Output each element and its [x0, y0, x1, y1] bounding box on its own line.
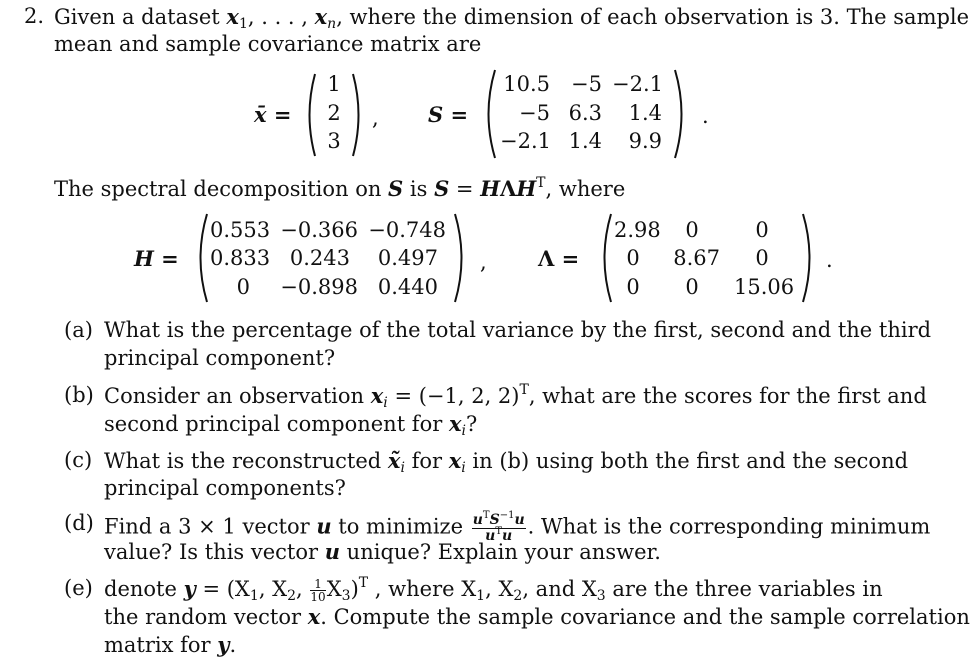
S-cell-1-1: 10.5 — [503, 72, 550, 96]
S-left-paren — [480, 68, 498, 160]
part-e-label: (e) — [64, 576, 93, 600]
H-cell-1-2: −0.366 — [280, 218, 358, 242]
period-2: . — [826, 248, 833, 272]
comma-2: , — [480, 250, 487, 274]
part-a-label: (a) — [64, 318, 93, 342]
part-d-line-1: Find a 3 × 1 vector u to minimize $\frac{u^TS^{-1}u}{u^Tu}$ . What is the corresponding minimum — [104, 510, 931, 544]
problem-number: 2. — [24, 4, 45, 28]
H-cell-2-3: 0.497 — [377, 246, 438, 270]
part-e-line-2: the random vector x. Compute the sample covariance and the sample correlation — [104, 604, 970, 629]
part-e-line-3: matrix for y. — [104, 632, 237, 657]
part-c-line-2: principal components? — [104, 476, 346, 500]
H-cell-1-1: 0.553 — [210, 218, 271, 242]
period: . — [702, 104, 709, 128]
S-right-paren — [672, 68, 690, 160]
xbar-label: x̄ = — [254, 102, 292, 127]
S-cell-3-1: −2.1 — [500, 129, 551, 153]
Lambda-left-paren — [596, 212, 614, 304]
S-cell-3-3: 9.9 — [628, 129, 662, 153]
S-cell-1-2: −5 — [571, 72, 602, 96]
H-cell-2-1: 0.833 — [210, 246, 271, 270]
part-b-line-2: second principal component for $x_i$? — [104, 411, 478, 439]
part-a-line-2: principal component? — [104, 346, 336, 370]
S-cell-2-3: 1.4 — [628, 101, 662, 125]
part-c-label: (c) — [64, 448, 93, 472]
H-cell-3-2: −0.898 — [280, 275, 358, 299]
part-d-label: (d) — [64, 511, 94, 535]
H-cell-3-1: 0 — [236, 275, 250, 299]
part-e-line-1: denote $y = (X_1$, $X_2$, $\frac{1}{10}$ $X_3)^T$ , where $X_1$, $X_2$, and $X_3$ are the three variables in — [104, 575, 883, 604]
comma: , — [372, 106, 379, 130]
xbar-value-2: 2 — [327, 101, 341, 125]
Lambda-cell-1-1: 2.98 — [614, 218, 661, 242]
Lambda-cell-3-2: 0 — [685, 275, 699, 299]
part-a-line-1: What is the percentage of the total variance by the first, second and the third — [104, 318, 932, 342]
Lambda-right-paren — [800, 212, 818, 304]
intro-line-2: mean and sample covariance matrix are — [54, 32, 482, 56]
Lambda-cell-2-2: 8.67 — [673, 246, 720, 270]
H-right-paren — [452, 212, 470, 304]
H-cell-2-2: 0.243 — [289, 246, 350, 270]
H-cell-3-3: 0.440 — [377, 275, 438, 299]
Lambda-cell-2-3: 0 — [755, 246, 769, 270]
Lambda-cell-3-3: 15.06 — [734, 275, 795, 299]
spectral-sentence: The spectral decomposition on S is $S = H\Lambda H^T$, where — [54, 175, 626, 201]
part-d-line-2: value? Is this vector u unique? Explain your answer. — [104, 539, 661, 564]
xbar-value-1: 1 — [327, 72, 341, 96]
xbar-value-3: 3 — [327, 129, 341, 153]
part-c-line-1: What is the reconstructed $x̃_i$ for $x_i$ in (b) using both the first and the second — [104, 448, 909, 476]
Lambda-cell-1-2: 0 — [685, 218, 699, 242]
Lambda-cell-1-3: 0 — [755, 218, 769, 242]
Lambda-cell-3-1: 0 — [626, 275, 640, 299]
intro-line-1: Given a dataset $x_1$, . . . , $x_n$, where the dimension of each observation is 3. The sample — [54, 4, 970, 32]
xbar-left-paren — [302, 72, 318, 158]
xbar-right-paren — [350, 72, 366, 158]
H-left-paren — [192, 212, 210, 304]
H-cell-1-3: −0.748 — [368, 218, 446, 242]
S-cell-1-3: −2.1 — [612, 72, 663, 96]
S-cell-2-2: 6.3 — [568, 101, 602, 125]
S-cell-3-2: 1.4 — [568, 129, 602, 153]
Lambda-cell-2-1: 0 — [626, 246, 640, 270]
part-b-line-1: Consider an observation $x_i = (-1$, 2, 2)$^T$, what are the scores for the first and — [104, 382, 927, 411]
S-label: S = — [428, 102, 469, 127]
rayleigh-fraction: $\frac{u^TS^{-1}u}{u^Tu}$ — [472, 510, 525, 544]
part-b-label: (b) — [64, 383, 94, 407]
H-label: H = — [134, 246, 179, 271]
S-cell-2-1: −5 — [519, 101, 550, 125]
Lambda-label: Λ = — [538, 246, 580, 271]
